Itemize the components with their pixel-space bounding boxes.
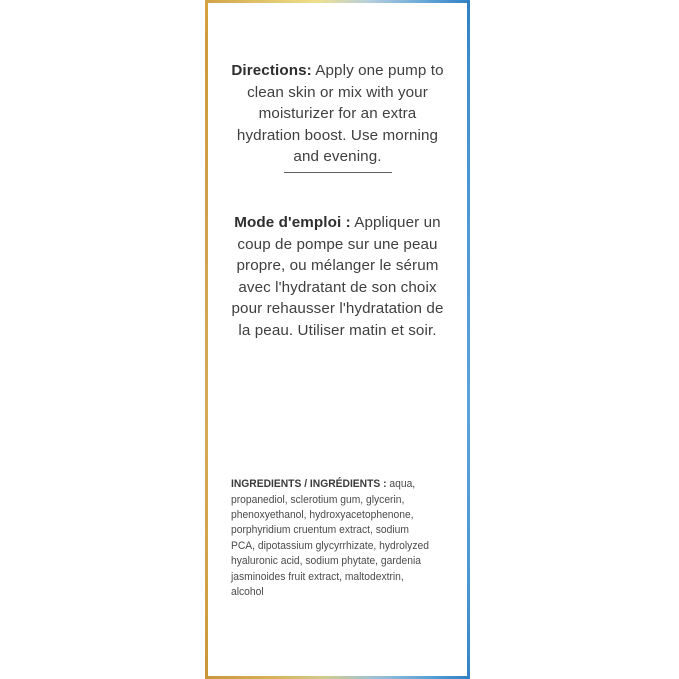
directions-body: Apply one pump to clean skin or mix with your moisturizer for an extra hydration boost. Use morning and evening.: [236, 62, 444, 166]
mode-emploi-paragraph: [229, 212, 446, 341]
ingredients-list: aqua, propanediol, sclerotium gum, glycerin, phenoxyethanol, hydroxyacetophenone, porphyridium cruentum extract, sodium PCA, dipotassium glycyrrhizate, hydrolyzed hyaluronic acid, sodium phytate, gardenia jasminoides fruit extract, maltodextrin, alcohol: [231, 478, 429, 599]
mode-emploi-body: Appliquer un coup de pompe sur une peau propre, ou mélanger le sérum avec l'hydratant de son choix pour rehausser l'hydratation de la peau. Utiliser matin et soir.: [231, 214, 444, 339]
divider-rule: [284, 172, 392, 173]
product-carton-side-panel: [205, 0, 470, 679]
right-edge-stripe: [467, 0, 470, 679]
ingredients-heading: INGREDIENTS / INGRÉDIENTS :: [231, 478, 387, 491]
left-edge-stripe: [205, 0, 208, 679]
directions-heading: Directions:: [231, 62, 312, 80]
ingredients-paragraph: [231, 477, 431, 600]
mode-emploi-heading: Mode d'emploi :: [234, 214, 351, 232]
directions-paragraph: [229, 60, 446, 168]
panel-content: [223, 0, 452, 679]
